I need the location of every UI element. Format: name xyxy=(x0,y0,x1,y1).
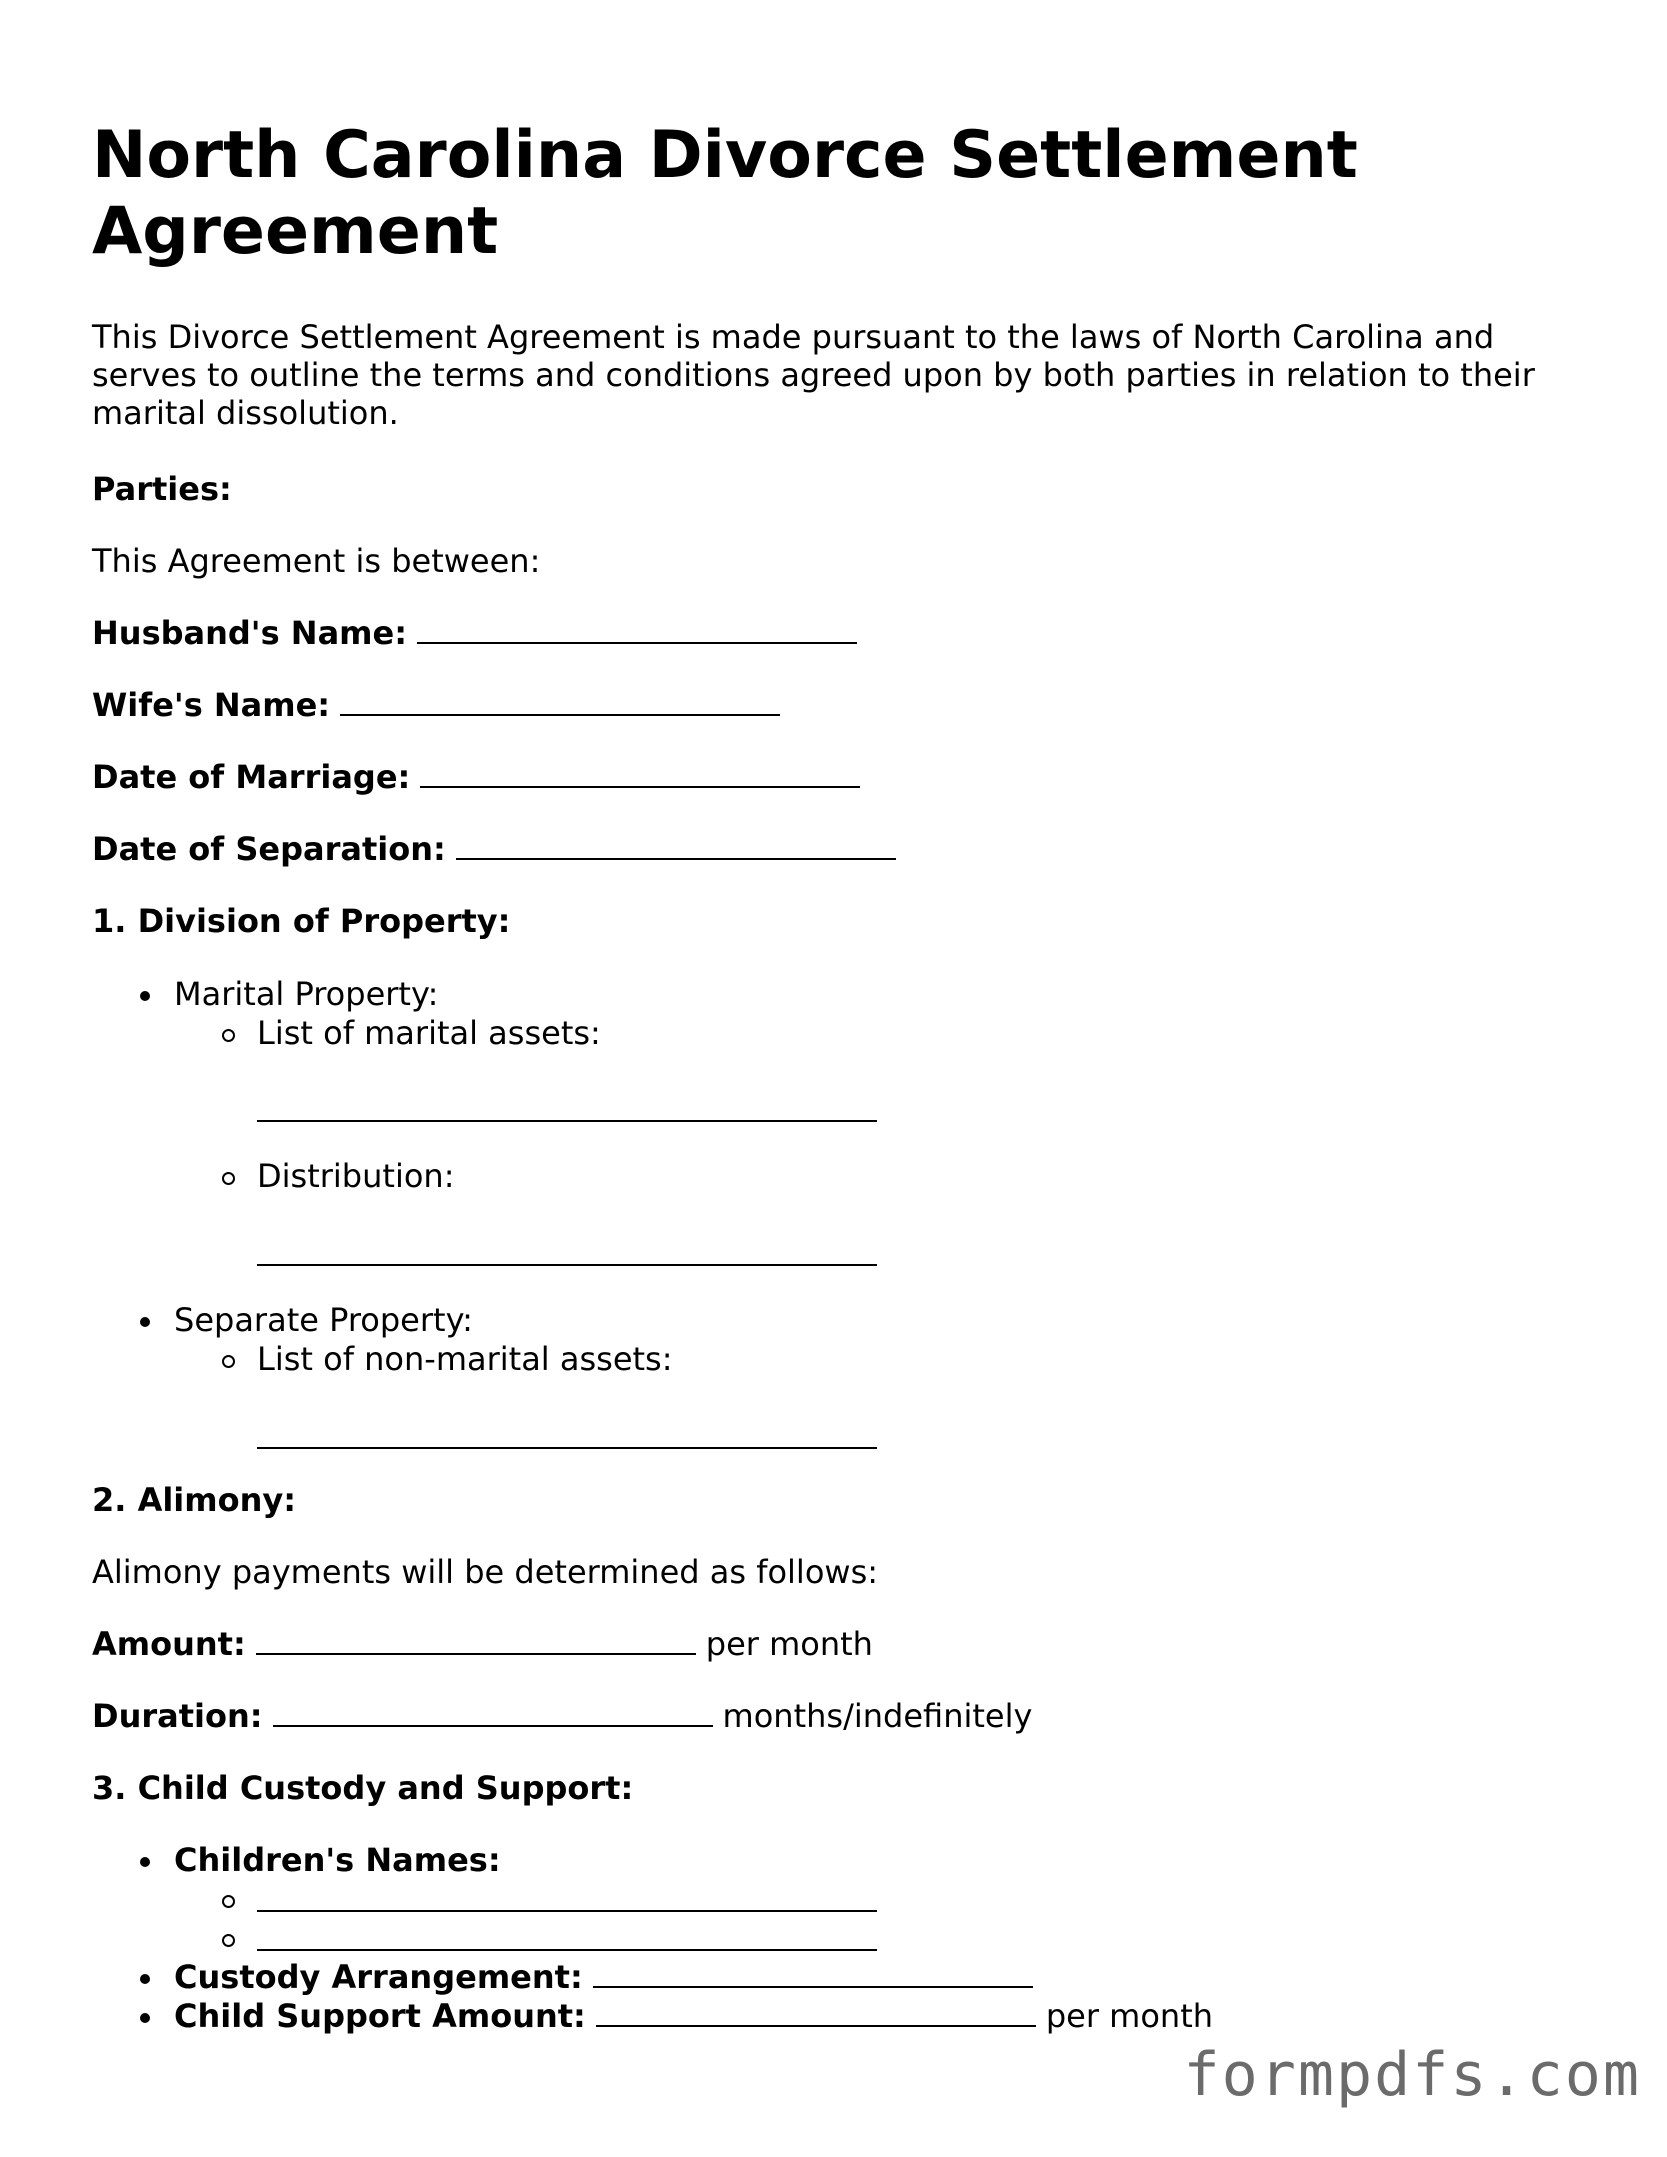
wife-name-field[interactable] xyxy=(340,713,780,716)
child-support-field[interactable] xyxy=(596,2024,1036,2027)
bullet-circle xyxy=(222,1895,235,1908)
nonmarital-assets-field[interactable] xyxy=(257,1447,877,1449)
child-support-row xyxy=(174,1997,1213,2035)
bullet-dot xyxy=(140,1974,150,1984)
child-support-label: Child Support Amount: xyxy=(174,1997,586,2035)
child-name-field-2[interactable] xyxy=(257,1949,877,1951)
husband-name-field[interactable] xyxy=(417,641,857,644)
alimony-amount-field[interactable] xyxy=(256,1652,696,1655)
alimony-amount-row xyxy=(92,1625,873,1663)
distribution-label: Distribution: xyxy=(257,1157,455,1195)
property-heading: 1. Division of Property: xyxy=(92,902,511,940)
marital-assets-label: List of marital assets: xyxy=(257,1014,601,1052)
date-of-separation-row xyxy=(92,830,896,868)
bullet-dot xyxy=(140,1857,150,1867)
alimony-duration-field[interactable] xyxy=(273,1724,713,1727)
marital-property-label: Marital Property: xyxy=(174,975,439,1013)
alimony-intro: Alimony payments will be determined as follows: xyxy=(92,1553,879,1591)
nonmarital-assets-label: List of non-marital assets: xyxy=(257,1340,673,1378)
marital-assets-field[interactable] xyxy=(257,1120,877,1122)
husband-name-row xyxy=(92,614,857,652)
date-of-marriage-row xyxy=(92,758,860,796)
husband-name-label: Husband's Name: xyxy=(92,614,407,652)
child-name-field-1[interactable] xyxy=(257,1910,877,1912)
alimony-heading: 2. Alimony: xyxy=(92,1481,297,1519)
custody-arrangement-label: Custody Arrangement: xyxy=(174,1958,583,1996)
custody-arrangement-row xyxy=(174,1958,1033,1996)
date-of-separation-field[interactable] xyxy=(456,857,896,860)
date-of-separation-label: Date of Separation: xyxy=(92,830,446,868)
date-of-marriage-label: Date of Marriage: xyxy=(92,758,411,796)
parties-heading: Parties: xyxy=(92,470,232,508)
wife-name-label: Wife's Name: xyxy=(92,686,331,724)
children-names-label: Children's Names: xyxy=(174,1841,501,1879)
document-title: North Carolina Divorce Settlement Agreement xyxy=(92,118,1358,269)
child-support-suffix: per month xyxy=(1045,1997,1214,2035)
bullet-circle xyxy=(222,1172,235,1185)
date-of-marriage-field[interactable] xyxy=(420,785,860,788)
alimony-amount-suffix: per month xyxy=(705,1625,873,1663)
alimony-amount-label: Amount: xyxy=(92,1625,246,1663)
custody-heading: 3. Child Custody and Support: xyxy=(92,1769,634,1807)
bullet-circle xyxy=(222,1355,235,1368)
watermark-text: formpdfs.com xyxy=(1183,2040,1641,2110)
separate-property-label: Separate Property: xyxy=(174,1301,473,1339)
alimony-duration-row xyxy=(92,1697,1032,1735)
bullet-dot xyxy=(140,1317,150,1327)
bullet-circle xyxy=(222,1029,235,1042)
intro-paragraph: This Divorce Settlement Agreement is made pursuant to the laws of North Carolina and serves to outline the terms and conditions agreed upon by both parties in relation to their marital dissolution. xyxy=(92,318,1535,432)
alimony-duration-suffix: months/indefinitely xyxy=(722,1697,1033,1735)
custody-arrangement-field[interactable] xyxy=(593,1985,1033,1988)
alimony-duration-label: Duration: xyxy=(92,1697,263,1735)
distribution-field[interactable] xyxy=(257,1264,877,1266)
bullet-dot xyxy=(140,2013,150,2023)
wife-name-row xyxy=(92,686,780,724)
parties-between-text: This Agreement is between: xyxy=(92,542,541,580)
bullet-dot xyxy=(140,991,150,1001)
bullet-circle xyxy=(222,1934,235,1947)
